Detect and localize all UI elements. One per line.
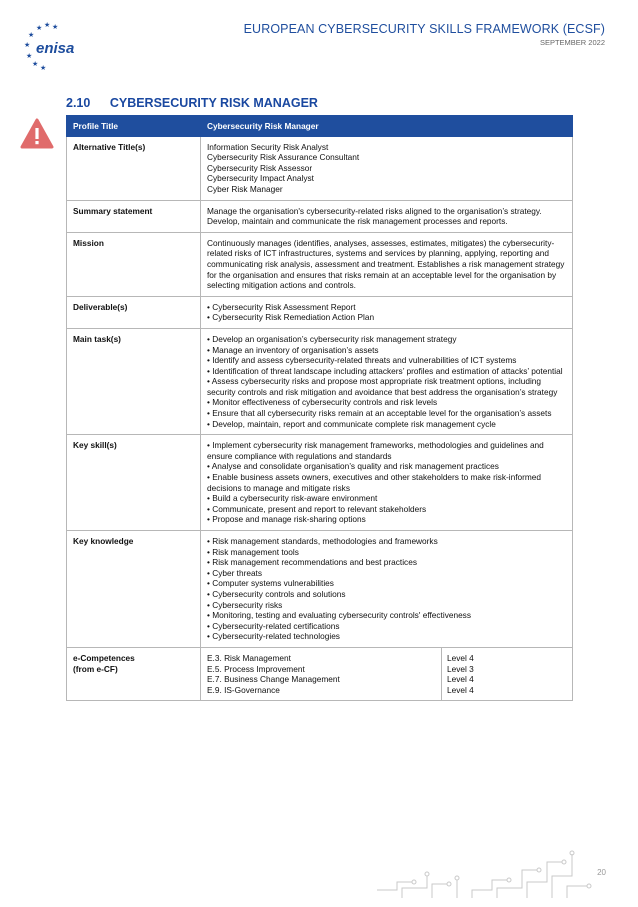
section-title-text: CYBERSECURITY RISK MANAGER bbox=[109, 96, 318, 110]
document-title: EUROPEAN CYBERSECURITY SKILLS FRAMEWORK (ECSF) bbox=[243, 22, 605, 36]
list-item: • Cybersecurity-related technologies bbox=[207, 631, 340, 642]
svg-text:★: ★ bbox=[44, 22, 51, 29]
list-item: • Cyber threats bbox=[207, 567, 263, 578]
row-label: Deliverable(s) bbox=[67, 296, 201, 328]
table-row bbox=[67, 296, 573, 328]
list-item: Cyber Risk Manager bbox=[207, 183, 283, 194]
warning-icon bbox=[20, 118, 54, 150]
competence-level: Level 4 bbox=[447, 684, 474, 695]
row-label: Mission bbox=[67, 232, 201, 296]
list-item: • Implement cybersecurity risk management frameworks, methodologies and guidelines and ensure compliance with regulations and standards bbox=[207, 440, 544, 461]
list-item: • Computer systems vulnerabilities bbox=[207, 578, 334, 589]
svg-text:★: ★ bbox=[52, 23, 59, 31]
table-row bbox=[67, 136, 573, 200]
list-item: • Analyse and consolidate organisation’s quality and risk management practices bbox=[207, 461, 499, 472]
competence-names bbox=[207, 653, 441, 695]
competence-level: Level 3 bbox=[447, 663, 474, 674]
e-competences-cell bbox=[201, 647, 573, 700]
key-knowledge-cell bbox=[201, 531, 573, 648]
competence-name: E.3. Risk Management bbox=[207, 652, 291, 663]
competence-level: Level 4 bbox=[447, 652, 474, 663]
list-item: • Communicate, present and report to relevant stakeholders bbox=[207, 503, 427, 514]
row-label: Key skill(s) bbox=[67, 435, 201, 531]
table-row bbox=[67, 647, 573, 700]
enisa-logo bbox=[22, 22, 92, 72]
competence-level: Level 4 bbox=[447, 674, 474, 685]
list-item: • Identify and assess cybersecurity-related threats and vulnerabilities of ICT systems bbox=[207, 355, 517, 366]
list-item: • Develop an organisation’s cybersecurity risk management strategy bbox=[207, 333, 457, 344]
list-item: • Monitoring, testing and evaluating cybersecurity controls' effectiveness bbox=[207, 610, 471, 621]
svg-text:★: ★ bbox=[32, 60, 39, 68]
list-item: • Build a cybersecurity risk-aware environment bbox=[207, 493, 378, 504]
competence-name: E.9. IS-Governance bbox=[207, 684, 280, 695]
section-title bbox=[66, 96, 318, 110]
list-item: • Cybersecurity Risk Assessment Report bbox=[207, 301, 356, 312]
profile-title-label: Profile Title bbox=[67, 116, 201, 137]
list-item: • Enable business assets owners, executives and other stakeholders to make risk-informed decisions to manage and mitigate risks bbox=[207, 472, 542, 493]
row-label: Alternative Title(s) bbox=[67, 136, 201, 200]
competence-name: E.7. Business Change Management bbox=[207, 674, 340, 685]
table-row bbox=[67, 328, 573, 434]
circuit-decoration bbox=[372, 850, 602, 902]
list-item: Cybersecurity Risk Assurance Consultant bbox=[207, 152, 360, 163]
table-row bbox=[67, 232, 573, 296]
competence-name: E.5. Process Improvement bbox=[207, 663, 305, 674]
section-number: 2.10 bbox=[66, 96, 91, 110]
logo-text: enisa bbox=[36, 40, 75, 57]
table-row bbox=[67, 531, 573, 648]
profile-table bbox=[66, 115, 573, 701]
row-label bbox=[67, 647, 201, 700]
competence-levels bbox=[441, 648, 572, 700]
profile-title-value: Cybersecurity Risk Manager bbox=[201, 116, 573, 137]
mission-cell: Continuously manages (identifies, analyses, assesses, estimates, mitigates) the cybersecurity-related risks of ICT infrastructures, systems and services by planning, applying, reporting and communicating risk analysis, assessment and treatment. Establishes a risk management strategy for the organisation and ensures that risks remain at an acceptable level for the organisation by selecting mitigation actions and controls. bbox=[201, 232, 573, 296]
list-item: • Assess cybersecurity risks and propose most appropriate risk treatment options, including security controls and risk mitigation and avoidance that best address the organisation’s strategy bbox=[207, 376, 558, 397]
summary-cell: Manage the organisation's cybersecurity-related risks aligned to the organisation’s strategy. Develop, maintain and communicate the risk management processes and reports. bbox=[201, 200, 573, 232]
list-item: • Monitor effectiveness of cybersecurity controls and risk levels bbox=[207, 397, 438, 408]
list-item: • Cybersecurity Risk Remediation Action Plan bbox=[207, 312, 375, 323]
list-item: • Identification of threat landscape including attackers’ profiles and estimation of attacks’ potential bbox=[207, 365, 563, 376]
list-item: • Ensure that all cybersecurity risks remain at an acceptable level for the organisation’s assets bbox=[207, 408, 552, 419]
table-header-row bbox=[67, 116, 573, 137]
list-item: • Risk management tools bbox=[207, 546, 299, 557]
row-label: Main task(s) bbox=[67, 328, 201, 434]
list-item: • Risk management standards, methodologies and frameworks bbox=[207, 536, 438, 546]
list-item: Cybersecurity Impact Analyst bbox=[207, 173, 314, 184]
table-row bbox=[67, 200, 573, 232]
svg-text:★: ★ bbox=[36, 24, 43, 32]
list-item: • Cybersecurity-related certifications bbox=[207, 620, 340, 631]
e-competences-label: e-Competences bbox=[73, 652, 135, 663]
alternative-titles-cell bbox=[201, 136, 573, 200]
list-item: • Cybersecurity controls and solutions bbox=[207, 588, 346, 599]
list-item: • Risk management recommendations and best practices bbox=[207, 557, 417, 568]
list-item: • Propose and manage risk-sharing options bbox=[207, 514, 366, 525]
list-item: Cybersecurity Risk Assessor bbox=[207, 162, 313, 173]
document-date: SEPTEMBER 2022 bbox=[539, 38, 605, 47]
svg-text:★: ★ bbox=[28, 31, 35, 39]
deliverables-cell bbox=[201, 296, 573, 328]
svg-text:★: ★ bbox=[40, 64, 47, 72]
page-number: 20 bbox=[597, 868, 606, 877]
list-item: Information Security Risk Analyst bbox=[207, 141, 329, 152]
row-label: Key knowledge bbox=[67, 531, 201, 648]
e-competences-sublabel: (from e-CF) bbox=[73, 663, 118, 674]
key-skills-cell bbox=[201, 435, 573, 531]
list-item: • Develop, maintain, report and communicate complete risk management cycle bbox=[207, 418, 496, 429]
svg-text:★: ★ bbox=[26, 52, 33, 60]
svg-text:★: ★ bbox=[24, 41, 31, 49]
list-item: • Cybersecurity risks bbox=[207, 599, 283, 610]
list-item: • Manage an inventory of organisation’s assets bbox=[207, 344, 379, 355]
table-row bbox=[67, 435, 573, 531]
main-tasks-cell bbox=[201, 328, 573, 434]
row-label: Summary statement bbox=[67, 200, 201, 232]
